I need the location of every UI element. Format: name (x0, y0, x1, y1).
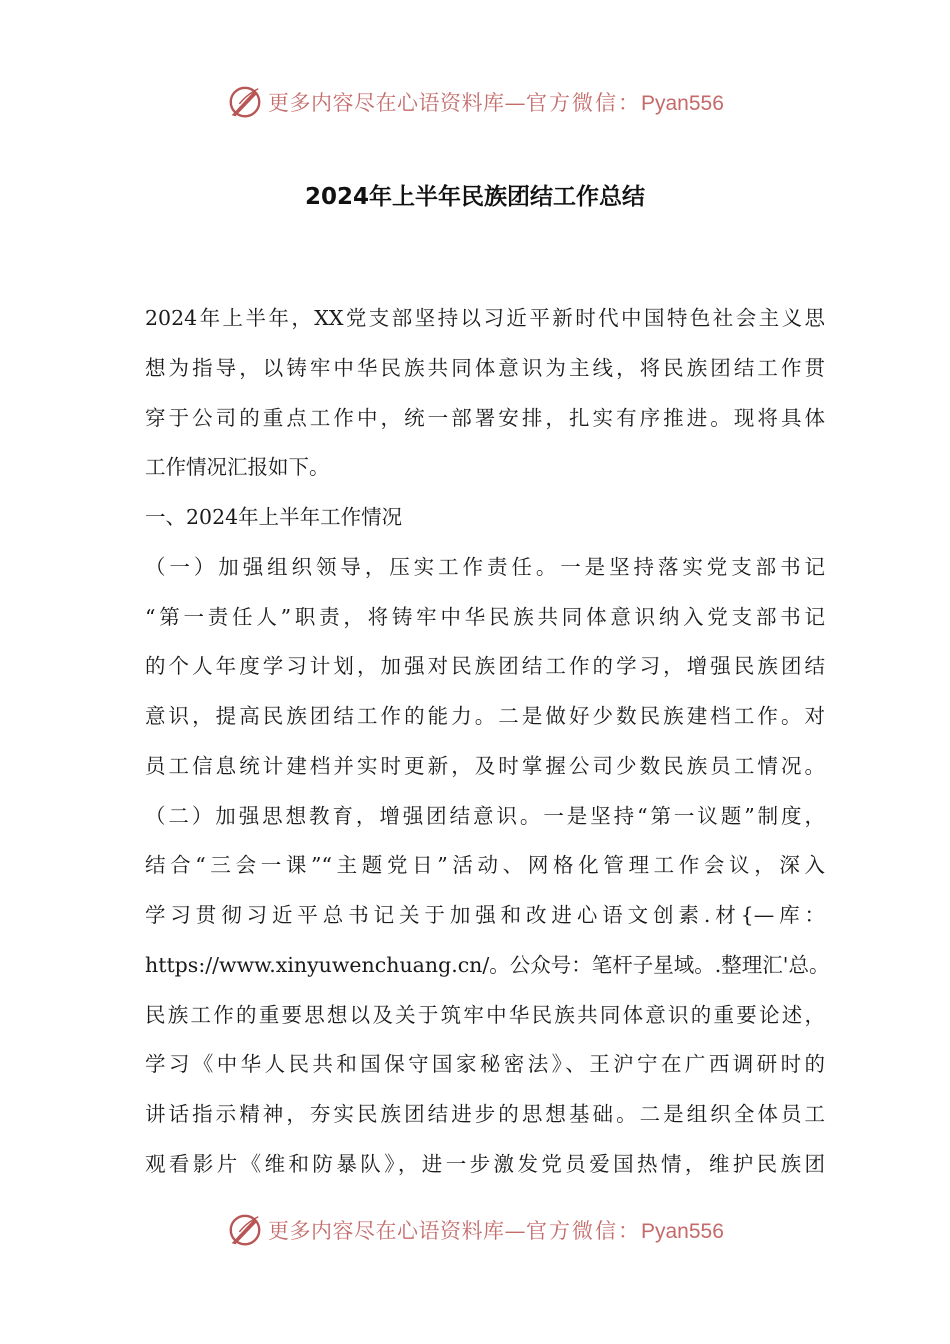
text-line: 观看影片《维和防暴队》，进一步激发党员爱国热情，维护民族团 (145, 1151, 825, 1176)
text-line: 穿于公司的重点工作中，统一部署安排，扎实有序推进。现将具体 (145, 405, 825, 430)
text-line: （二）加强思想教育，增强团结意识。一是坚持“第一议题”制度， (145, 803, 825, 828)
text-line: 结合“三会一课”“主题党日”活动、网格化管理工作会议，深入 (145, 853, 825, 878)
text-line: 工作情况汇报如下。 (145, 455, 330, 480)
text-line: 的个人年度学习计划，加强对民族团结工作的学习，增强民族团结 (145, 654, 825, 679)
text-line: 民族工作的重要思想以及关于筑牢中华民族共同体意识的重要论述， (145, 1002, 825, 1027)
quill-logo-icon (226, 83, 264, 121)
watermark-header (0, 82, 950, 122)
text-line: 意识，提高民族团结工作的能力。二是做好少数民族建档工作。对 (145, 704, 825, 728)
text-line: 讲话指示精神，夯实民族团结进步的思想基础。二是组织全体员工 (145, 1102, 825, 1126)
section-heading: 一、2024年上半年工作情况 (145, 505, 403, 529)
watermark-text: 更多内容尽在心语资料库—官方微信：Pyan556 (268, 1219, 724, 1243)
text-line: “第一责任人”职责，将铸牢中华民族共同体意识纳入党支部书记 (145, 604, 825, 629)
text-line: 学习贯彻习近平总书记关于加强和改进心语文创素.材{—库： (145, 903, 825, 927)
document-body (145, 298, 830, 1194)
text-line: 员工信息统计建档并实时更新，及时掌握公司少数民族员工情况。 (145, 753, 825, 778)
watermark-footer (0, 1210, 950, 1250)
text-line: （一）加强组织领导，压实工作责任。一是坚持落实党支部书记 (145, 554, 825, 579)
quill-logo-icon (226, 1211, 264, 1249)
text-line: 学习《中华人民共和国保守国家秘密法》、王沪宁在广西调研时的 (145, 1052, 825, 1077)
text-line: 2024年上半年，XX党支部坚持以习近平新时代中国特色社会主义思 (145, 306, 825, 330)
text-line: https://www.xinyuwenchuang.cn/。公众号：笔杆子星域。.整理汇'总。 (145, 952, 830, 977)
text-line: 想为指导，以铸牢中华民族共同体意识为主线，将民族团结工作贯 (145, 355, 825, 380)
watermark-text: 更多内容尽在心语资料库—官方微信：Pyan556 (268, 91, 724, 115)
document-title: 2024年上半年民族团结工作总结 (304, 184, 645, 210)
